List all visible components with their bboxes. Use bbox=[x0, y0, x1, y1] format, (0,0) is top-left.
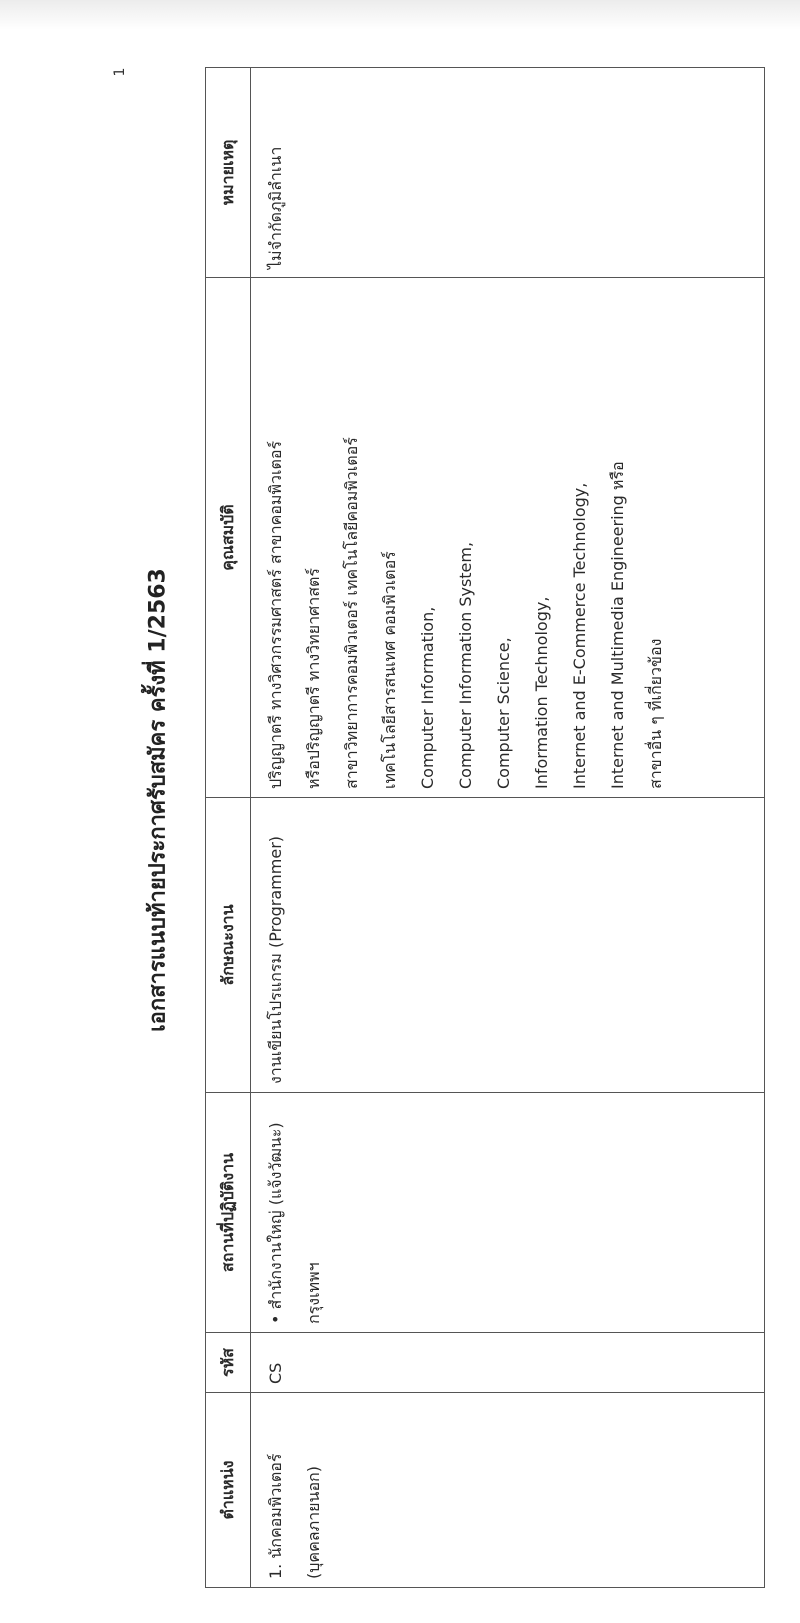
qualification-line: เทคโนโลยีสารสนเทศ คอมพิวเตอร์ bbox=[380, 551, 399, 789]
cell-qualification bbox=[251, 278, 765, 798]
document-title-text: เอกสารแนบท้ายประกาศรับสมัคร ครั้งที่ 1/2563 bbox=[145, 568, 171, 1032]
qualification-line: Computer Science, bbox=[494, 637, 513, 789]
header-description: ลักษณะงาน bbox=[206, 798, 251, 1093]
position-name: 1. นักคอมพิวเตอร์ bbox=[266, 1453, 285, 1579]
header-qualification: คุณสมบัติ bbox=[206, 278, 251, 798]
qualification-line: Information Technology, bbox=[532, 596, 551, 789]
qualification-line: Internet and Multimedia Engineering หรือ bbox=[608, 461, 627, 789]
header-position: ตำแหน่ง bbox=[206, 1393, 251, 1588]
cell-code: CS bbox=[251, 1333, 765, 1393]
cell-description bbox=[251, 798, 765, 1093]
location-city: กรุงเทพฯ bbox=[304, 1262, 323, 1324]
qualification-line: สาขาอื่น ๆ ที่เกี่ยวข้อง bbox=[646, 638, 665, 789]
qualification-line: Computer Information, bbox=[418, 606, 437, 789]
table-header-row bbox=[206, 68, 251, 1588]
qualification-table bbox=[205, 67, 765, 1588]
location-office: • สำนักงานใหญ่ (แจ้งวัฒนะ) bbox=[257, 1101, 295, 1324]
table-row bbox=[251, 68, 765, 1588]
note-text: ไม่จำกัดภูมิลำเนา bbox=[266, 146, 285, 269]
header-code: รหัส bbox=[206, 1333, 251, 1393]
qualification-line: สาขาวิทยาการคอมพิวเตอร์ เทคโนโลยีคอมพิวเตอร์ bbox=[342, 437, 361, 789]
qualification-line: หรือปริญญาตรี ทางวิทยาศาสตร์ bbox=[304, 568, 323, 789]
rotated-table-container bbox=[205, 68, 765, 1588]
position-type: (บุคคลภายนอก) bbox=[304, 1466, 323, 1579]
header-location: สถานที่ปฏิบัติงาน bbox=[206, 1093, 251, 1333]
job-description: งานเขียนโปรแกรม (Programmer) bbox=[266, 835, 285, 1084]
page-number: 1 bbox=[112, 67, 128, 77]
scan-edge bbox=[0, 0, 800, 30]
header-note: หมายเหตุ bbox=[206, 68, 251, 278]
qualification-line: Internet and E-Commerce Technology, bbox=[570, 482, 589, 789]
cell-note bbox=[251, 68, 765, 278]
qualification-line: ปริญญาตรี ทางวิศวกรรมศาสตร์ สาขาคอมพิวเตอร์ bbox=[266, 440, 285, 789]
qualification-line: Computer Information System, bbox=[456, 541, 475, 789]
cell-location bbox=[251, 1093, 765, 1333]
cell-position bbox=[251, 1393, 765, 1588]
